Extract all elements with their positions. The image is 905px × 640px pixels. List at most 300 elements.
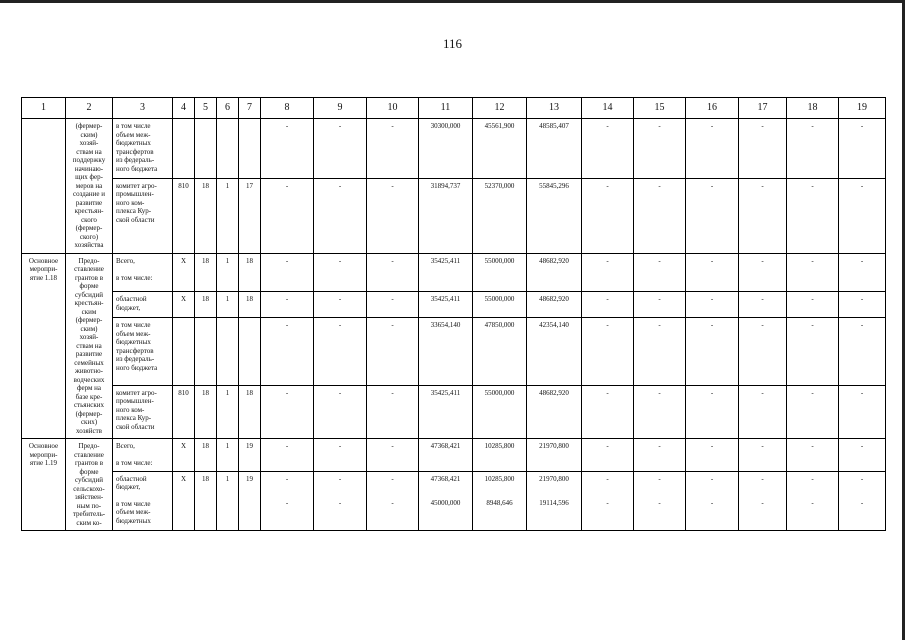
value-cell-text: - [285,388,289,397]
value-cell [314,119,367,179]
value-cell [239,318,261,386]
value-cell-text: - [285,256,289,265]
value-cell [419,487,473,531]
value-cell-text: - [860,442,864,450]
activity-description-cell [66,439,113,531]
value-cell-text: - [338,474,342,483]
header-row [22,98,886,119]
value-cell [195,318,217,386]
value-cell-text: 19 [246,442,253,450]
value-cell-text: X [180,295,187,304]
value-cell [634,119,686,179]
value-cell [739,119,787,179]
value-cell [787,292,839,318]
funding-source-cell-text: в том числе объем меж- бюджетных трансфертов из федераль- ного бюджета [116,122,158,173]
value-cell [314,385,367,438]
value-cell [261,119,314,179]
header-cell: 18 [787,98,839,119]
value-cell [473,318,527,386]
code-cell [217,471,239,531]
funding-source-cell [113,318,173,386]
value-cell [739,487,787,531]
funding-source-cell-text: комитет агро- промышлен- ного ком- плекса Кур- ской области [116,388,157,431]
value-cell-text: - [811,388,814,397]
header-cell: 3 [113,98,173,119]
value-cell [173,253,195,292]
funding-source-cell [113,385,173,438]
funding-source-text: в том числе объем меж- бюджетных [116,499,151,525]
value-cell-text: 1 [225,388,230,397]
value-cell-text: - [761,474,764,483]
activity-description-cell-text: Предо- ставление грантов в форме субсидий сельскохо- зяйствен- ным по- требитель- ским ко- [72,442,106,527]
value-cell [527,178,582,253]
value-cell [195,119,217,179]
value-cell-text: - [606,388,609,397]
header-cell: 10 [367,98,419,119]
value-cell [367,439,419,472]
value-cell-text: 19114,596 [539,498,569,507]
activity-description-cell [66,119,113,254]
value-cell [173,439,195,472]
value-cell-text: - [761,295,764,304]
value-cell-text: - [338,388,342,397]
header-cell: 17 [739,98,787,119]
value-cell [314,439,367,472]
funding-source-cell [113,178,173,253]
table-row [22,119,886,179]
value-cell-text: - [338,498,342,507]
table-row [22,471,886,487]
value-cell-text: 21970,800 [539,442,569,450]
value-cell [686,487,739,531]
value-cell [739,178,787,253]
value-cell-text: - [658,474,661,483]
value-cell-text: - [391,442,394,450]
value-cell [217,119,239,179]
value-cell [787,119,839,179]
value-cell [419,292,473,318]
value-cell-text: 35425,411 [430,295,461,304]
value-cell [173,119,195,179]
value-cell [367,471,419,487]
value-cell-text: 47850,000 [484,321,515,329]
value-cell-text: - [391,295,394,304]
value-cell-text: - [606,122,609,130]
value-cell-text: - [860,388,864,397]
value-cell [634,439,686,472]
funding-source-cell-text: Всего, в том числе: [116,256,153,282]
value-cell-text: - [710,122,714,130]
value-cell [239,439,261,472]
value-cell-text: 18 [202,388,209,397]
value-cell [473,178,527,253]
code-cell-text: 1 [225,474,230,483]
value-cell-text: - [658,442,661,450]
funding-source-cell-text: комитет агро- промышлен- ного ком- плекса Кур- ской области [116,181,157,224]
value-cell [739,385,787,438]
header-cell: 13 [527,98,582,119]
value-cell [419,178,473,253]
value-cell-text: - [658,122,661,130]
value-cell [582,487,634,531]
value-cell [173,178,195,253]
value-cell-text: 47368,421 [430,474,461,483]
value-cell [634,178,686,253]
activity-name-cell [22,253,66,439]
value-cell-text: - [285,474,289,483]
value-cell-text: 45000,000 [430,498,461,507]
value-cell-text: - [811,474,814,483]
value-cell [686,292,739,318]
value-cell [261,471,314,487]
value-cell [787,439,839,472]
value-cell [473,292,527,318]
value-cell [239,119,261,179]
value-cell [634,385,686,438]
funding-source-cell-text: Всего, в том числе: [116,442,153,467]
value-cell [582,292,634,318]
value-cell-text: - [710,474,714,483]
value-cell [367,253,419,292]
value-cell-text: 55000,000 [484,388,515,397]
value-cell [261,292,314,318]
value-cell-text: - [338,295,342,304]
value-cell-text: - [285,321,289,329]
funding-source-text: областной бюджет, [116,474,147,491]
value-cell [261,253,314,292]
value-cell-text: - [658,295,661,304]
activity-description-cell-text: Предо- ставление грантов в форме субсидий крестьян- ским (фермер- ским) хозяй- ствам на развитие семейных животно- водческих ферм на базе кре- стьянских (фермер- ских) хозяйств [73,256,105,435]
value-cell [419,253,473,292]
table-body [22,98,886,531]
value-cell [527,471,582,487]
value-cell-text: - [761,256,764,265]
value-cell-text: - [338,442,342,450]
activity-description-cell [66,253,113,439]
value-cell-text: - [811,122,814,130]
value-cell [839,318,886,386]
funding-source-cell-text: в том числе объем меж- бюджетных трансфертов из федераль- ного бюджета [116,321,158,372]
value-cell-text: - [338,122,342,130]
code-cell-text: 18 [202,474,209,483]
value-cell-text: - [658,498,661,507]
value-cell-text: - [658,388,661,397]
value-cell-text: - [811,498,814,507]
value-cell-text: - [860,122,864,130]
value-cell [473,119,527,179]
value-cell [527,253,582,292]
value-cell-text: - [391,122,394,130]
value-cell [239,385,261,438]
value-cell [217,385,239,438]
value-cell [314,178,367,253]
value-cell-text: - [761,181,764,190]
value-cell [367,318,419,386]
value-cell [473,471,527,487]
header-cell: 6 [217,98,239,119]
value-cell [739,471,787,487]
value-cell-text: - [710,321,714,329]
value-cell [787,253,839,292]
value-cell [839,439,886,472]
value-cell [367,487,419,531]
value-cell [314,487,367,531]
value-cell-text: X [180,256,187,265]
value-cell-text: 810 [178,388,189,397]
header-cell: 9 [314,98,367,119]
value-cell [195,253,217,292]
value-cell-text: - [606,442,609,450]
value-cell-text: - [761,321,764,329]
header-cell: 15 [634,98,686,119]
value-cell [217,292,239,318]
value-cell-text: - [811,321,814,329]
activity-name-cell-text: Основное меропри- ятие 1.18 [28,256,59,282]
value-cell [787,471,839,487]
value-cell-text: 1 [225,442,230,450]
value-cell [217,253,239,292]
value-cell-text: - [811,442,814,450]
value-cell-text: 48585,407 [539,122,569,130]
table-row [22,178,886,253]
value-cell-text: - [285,122,289,130]
value-cell [261,178,314,253]
code-cell [173,471,195,531]
value-cell [473,487,527,531]
value-cell [686,253,739,292]
value-cell [419,385,473,438]
value-cell [582,119,634,179]
value-cell [261,439,314,472]
value-cell [839,178,886,253]
value-cell-text: 18 [202,181,209,190]
header-cell: 12 [473,98,527,119]
value-cell [739,318,787,386]
funding-source-cell [113,253,173,292]
value-cell-text: - [860,256,864,265]
value-cell [261,318,314,386]
value-cell-text: - [761,122,764,130]
value-cell-text: - [606,474,609,483]
value-cell-text: - [761,388,764,397]
value-cell-text: 18 [202,442,209,450]
value-cell [839,385,886,438]
value-cell [261,487,314,531]
value-cell [314,253,367,292]
value-cell-text: 48682,920 [539,256,569,265]
funding-source-cell-text: областной бюджет, [116,295,147,312]
value-cell [314,318,367,386]
value-cell-text: 1 [225,256,230,265]
value-cell [686,119,739,179]
header-cell: 11 [419,98,473,119]
funding-source-cell [113,292,173,318]
value-cell [582,253,634,292]
value-cell-text: X [180,442,187,450]
value-cell [367,385,419,438]
header-cell: 19 [839,98,886,119]
value-cell-text: 33654,140 [430,321,461,329]
value-cell [839,471,886,487]
value-cell-text: 48682,920 [539,388,569,397]
value-cell-text: - [710,498,714,507]
value-cell-text: - [391,474,394,483]
value-cell-text: - [285,181,289,190]
activity-name-cell [22,439,66,531]
value-cell [239,253,261,292]
spacer [116,492,169,500]
value-cell [527,318,582,386]
table-row [22,439,886,472]
funding-source-cell [113,119,173,179]
value-cell-text: - [391,498,394,507]
value-cell [634,471,686,487]
value-cell [195,178,217,253]
value-cell [173,292,195,318]
value-cell [527,439,582,472]
value-cell [839,253,886,292]
value-cell [739,253,787,292]
value-cell-text: 10285,800 [484,474,515,483]
value-cell-text: - [710,256,714,265]
value-cell [195,292,217,318]
value-cell-text: - [658,256,661,265]
header-cell: 2 [66,98,113,119]
value-cell [582,178,634,253]
value-cell [527,385,582,438]
page-number: 116 [442,36,463,51]
value-cell-text: - [391,388,394,397]
value-cell-text: - [710,181,714,190]
value-cell-text: - [391,181,394,190]
value-cell [686,439,739,472]
value-cell [686,385,739,438]
value-cell [527,487,582,531]
value-cell [582,471,634,487]
value-cell-text: - [658,181,661,190]
value-cell-text: - [606,181,609,190]
value-cell-text: 48682,920 [539,295,569,304]
value-cell-text: - [606,321,609,329]
value-cell-text: - [860,181,864,190]
value-cell [787,385,839,438]
value-cell-text: 810 [178,181,189,190]
header-cell: 8 [261,98,314,119]
value-cell-text: - [338,256,342,265]
activity-name-cell [22,119,66,254]
value-cell [839,119,886,179]
value-cell-text: - [761,498,764,507]
value-cell-text: - [860,498,864,507]
value-cell-text: - [285,295,289,304]
value-cell [634,318,686,386]
value-cell-text: 30300,000 [430,122,461,130]
value-cell [195,385,217,438]
value-cell-text: - [860,474,864,483]
code-cell [239,471,261,531]
value-cell-text: 10285,800 [484,442,515,450]
header-cell: 4 [173,98,195,119]
budget-table [21,97,886,531]
value-cell-text: - [606,256,609,265]
value-cell-text: 47368,421 [430,442,461,450]
value-cell [419,471,473,487]
table-row [22,253,886,292]
funding-source-cell [113,439,173,472]
value-cell-text: 18 [246,388,253,397]
value-cell [527,119,582,179]
value-cell [173,318,195,386]
value-cell-text: - [860,321,864,329]
value-cell-text: 18 [246,256,253,265]
value-cell-text: 52370,000 [484,181,515,190]
table-row [22,292,886,318]
value-cell [239,178,261,253]
activity-name-cell-text: Основное меропри- ятие 1.19 [28,442,59,467]
value-cell [239,292,261,318]
table-row [22,385,886,438]
value-cell [217,318,239,386]
value-cell-text: 55000,000 [484,256,515,265]
value-cell-text: - [811,295,814,304]
value-cell-text: 55845,296 [539,181,569,190]
code-cell [195,471,217,531]
value-cell [582,385,634,438]
value-cell [473,253,527,292]
scan-border-top [0,0,905,3]
value-cell-text: 8948,646 [486,498,513,507]
value-cell-text: - [338,181,342,190]
value-cell [173,385,195,438]
value-cell-text: - [860,295,864,304]
value-cell-text: 1 [225,295,230,304]
value-cell [419,439,473,472]
value-cell-text: - [710,388,714,397]
value-cell-text: - [710,442,714,450]
value-cell-text: 35425,411 [430,256,461,265]
value-cell [419,318,473,386]
value-cell [195,439,217,472]
value-cell [634,487,686,531]
value-cell [582,439,634,472]
value-cell-text: 45561,900 [484,122,515,130]
header-cell: 5 [195,98,217,119]
value-cell [261,385,314,438]
value-cell [367,178,419,253]
code-cell-text: X [180,474,187,483]
value-cell-text: - [285,498,289,507]
value-cell [527,292,582,318]
value-cell-text: 31894,737 [430,181,461,190]
value-cell [739,292,787,318]
value-cell-text: - [811,256,814,265]
value-cell-text: - [285,442,289,450]
value-cell [686,178,739,253]
value-cell-text: 18 [202,256,209,265]
funding-source-cell [113,471,173,531]
code-cell-text: 19 [246,474,253,483]
header-cell: 16 [686,98,739,119]
value-cell-text: - [606,295,609,304]
value-cell-text: 35425,411 [430,388,461,397]
value-cell [217,439,239,472]
value-cell [686,471,739,487]
value-cell-text: 55000,000 [484,295,515,304]
value-cell [473,385,527,438]
value-cell [367,292,419,318]
value-cell [634,292,686,318]
table-row [22,318,886,386]
